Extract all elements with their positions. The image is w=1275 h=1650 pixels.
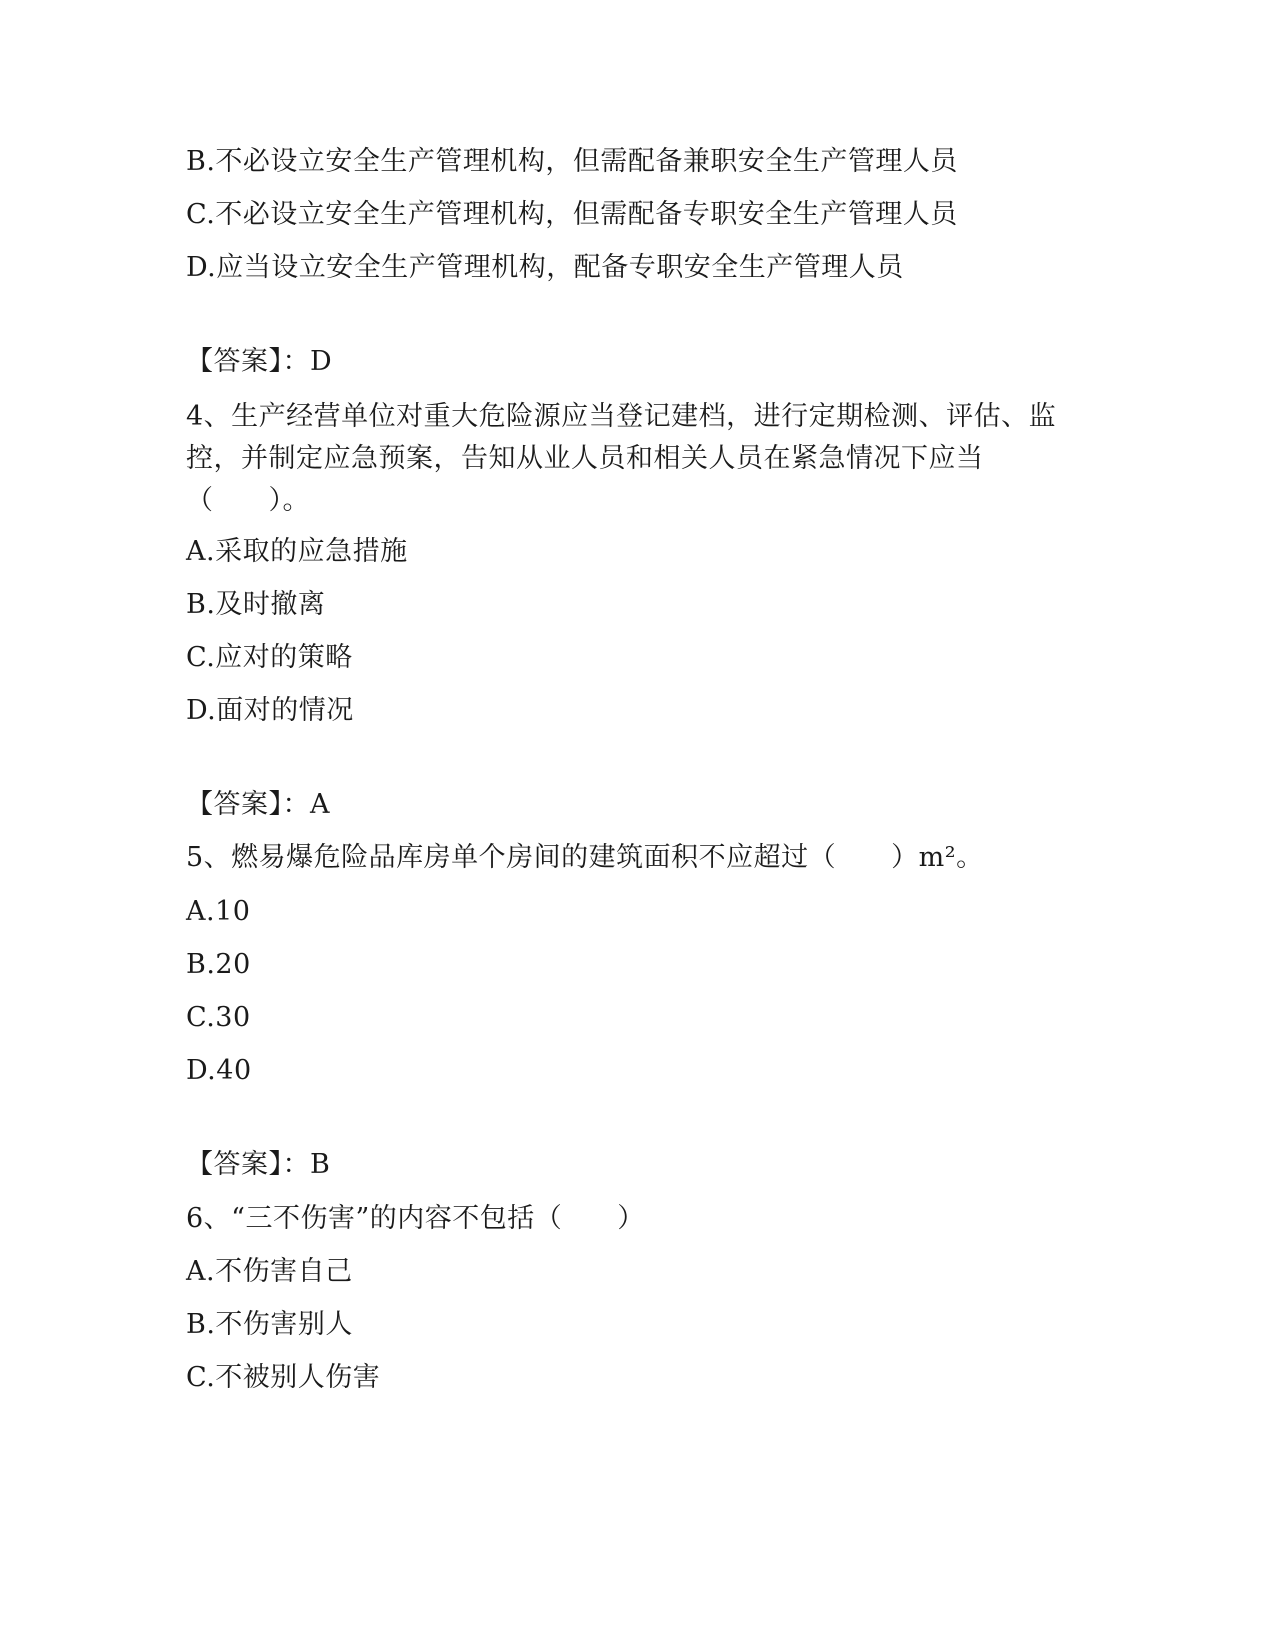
q6-question: 6、“三不伤害”的内容不包括（ ） (186, 1203, 645, 1234)
q5-question: 5、燃易爆危险品库房单个房间的建筑面积不应超过（ ）m²。 (186, 842, 984, 873)
q4-option-b: B.及时撤离 (186, 589, 326, 620)
q3-option-b: B.不必设立安全生产管理机构，但需配备兼职安全生产管理人员 (186, 146, 958, 177)
q6-option-c: C.不被别人伤害 (186, 1362, 381, 1393)
q3-answer: 【答案】：D (186, 346, 333, 377)
q3-option-d: D.应当设立安全生产管理机构，配备专职安全生产管理人员 (186, 252, 904, 283)
q4-option-d: D.面对的情况 (186, 695, 354, 726)
q4-option-a: A.采取的应急措施 (186, 536, 408, 567)
q5-option-c: C.30 (186, 1002, 251, 1033)
q4-question: 4、生产经营单位对重大危险源应当登记建档，进行定期检测、评估、监控，并制定应急预案，告知从业人员和相关人员在紧急情况下应当（ ）。 (186, 401, 1057, 516)
q3-option-c: C.不必设立安全生产管理机构，但需配备专职安全生产管理人员 (186, 199, 958, 230)
q5-option-d: D.40 (186, 1055, 252, 1086)
q6-option-b: B.不伤害别人 (186, 1309, 353, 1340)
q5-option-a: A.10 (186, 896, 251, 927)
q5-answer: 【答案】：B (186, 1149, 331, 1180)
q5-option-b: B.20 (186, 949, 251, 980)
q4-option-c: C.应对的策略 (186, 642, 353, 673)
q4-answer: 【答案】：A (186, 789, 330, 820)
q6-option-a: A.不伤害自己 (186, 1256, 353, 1287)
